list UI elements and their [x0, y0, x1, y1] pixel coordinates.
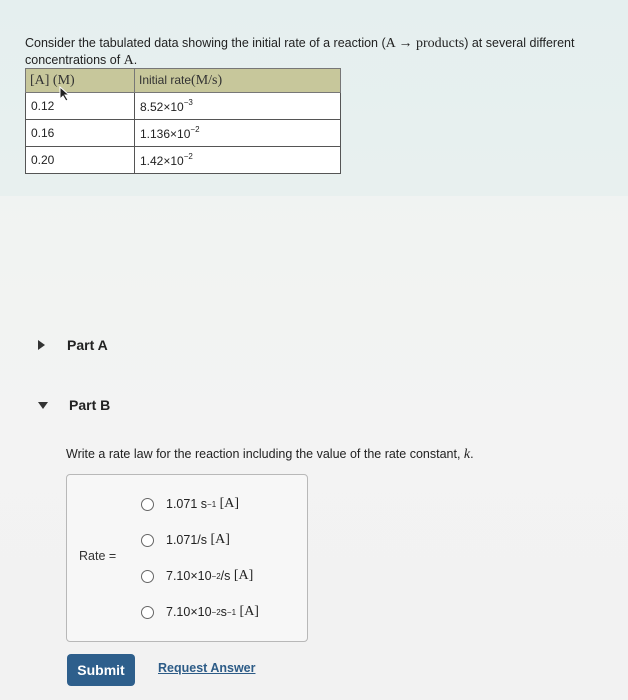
cell-concentration: 0.16	[26, 120, 135, 147]
part-b-label: Part B	[69, 397, 111, 413]
option-3[interactable]: 7.10×10 −2 /s [A]	[141, 568, 253, 584]
option-4[interactable]: 7.10×10 −2 s −1 [A]	[141, 604, 259, 620]
option-2[interactable]: 1.071/s [A]	[141, 532, 230, 548]
collapse-arrow-icon	[38, 402, 48, 409]
rate-data-table	[25, 68, 341, 174]
table-row	[26, 120, 341, 147]
part-b-toggle[interactable]	[38, 397, 110, 413]
answer-choices-box	[66, 474, 308, 642]
cell-concentration: 0.12	[26, 93, 135, 120]
mouse-cursor-icon	[59, 86, 73, 102]
cell-rate: $1.42\times 10^{-2}$	[135, 147, 341, 174]
radio-button[interactable]	[141, 606, 154, 619]
prompt-species: A	[123, 53, 134, 68]
radio-button[interactable]	[141, 498, 154, 511]
cell-concentration: 0.20	[26, 147, 135, 174]
request-answer-link[interactable]: Request Answer	[158, 661, 256, 675]
cell-rate: $1.136\times 10^{-2}$	[135, 120, 341, 147]
expand-arrow-icon	[38, 340, 45, 350]
part-a-toggle[interactable]	[38, 337, 108, 353]
prompt-text-end: .	[133, 53, 138, 67]
rate-label: Rate =	[79, 549, 117, 563]
option-1[interactable]: 1.071 s −1 [A]	[141, 496, 239, 512]
problem-prompt	[25, 35, 615, 69]
radio-button[interactable]	[141, 534, 154, 547]
prompt-text-middle: ) at several different concentrations of	[25, 36, 575, 67]
part-a-label: Part A	[67, 337, 108, 353]
submit-button[interactable]: Submit	[67, 654, 135, 686]
question-text: Write a rate law for the reaction including the value of the rate constant, k.	[66, 447, 474, 462]
header-concentration: [A] (M)	[26, 69, 135, 93]
prompt-reaction: A → products	[385, 36, 465, 51]
cell-rate: $8.52\times 10^{-3}$	[135, 93, 341, 120]
table-row	[26, 147, 341, 174]
prompt-text-start: Consider the tabulated data showing the initial rate of a reaction (	[25, 36, 386, 50]
radio-button[interactable]	[141, 570, 154, 583]
rate-constant-symbol: k	[463, 447, 471, 462]
header-initial-rate: Initial rate(M/s)	[135, 69, 341, 93]
